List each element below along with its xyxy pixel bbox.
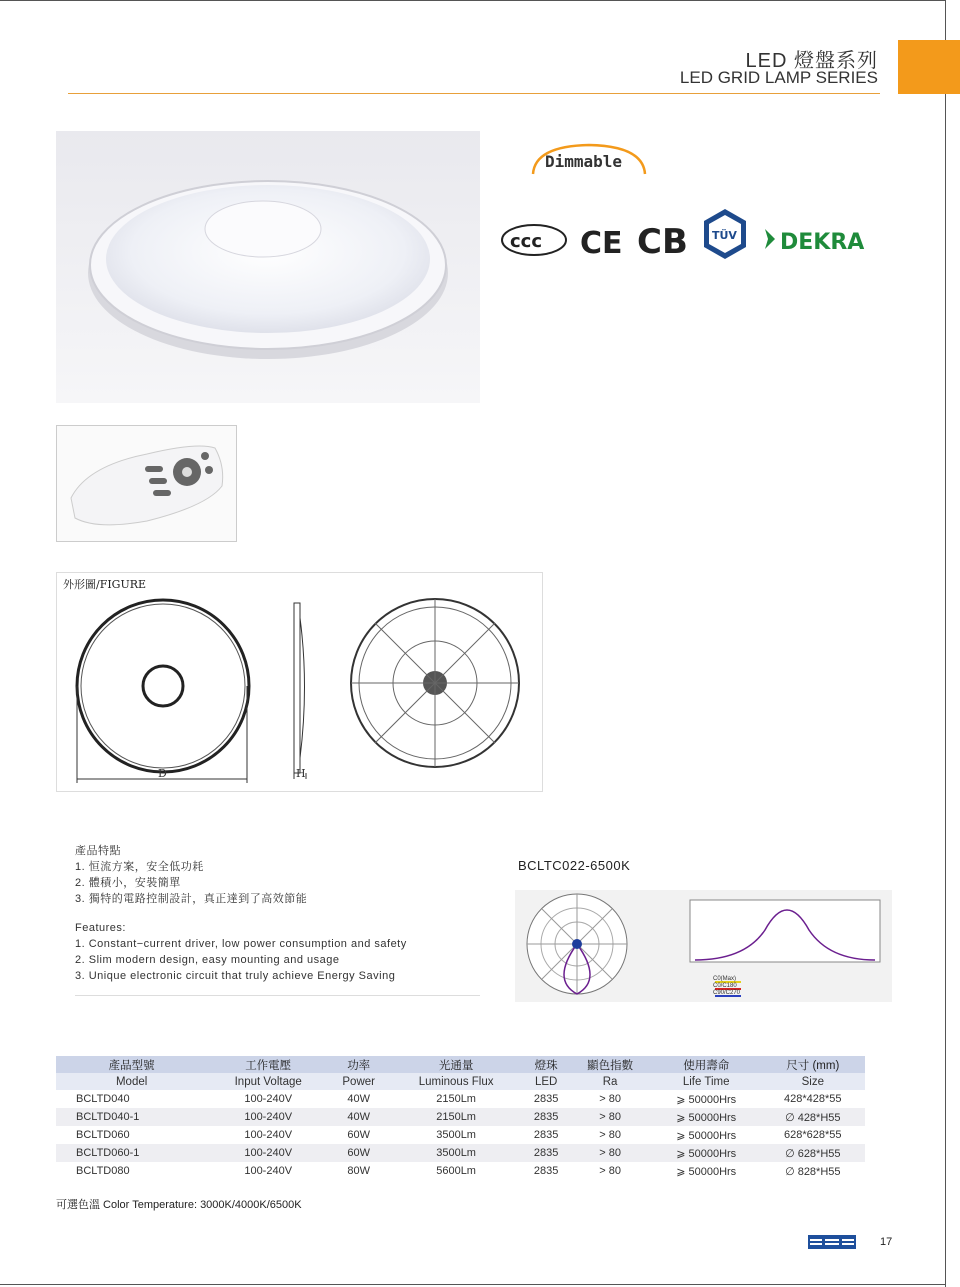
header-led-cn: 燈珠 [524,1056,568,1073]
page-title-en: LED GRID LAMP SERIES [679,68,878,87]
svg-text:TÜV: TÜV [712,229,737,242]
cell-life: ⩾ 50000Hrs [652,1108,761,1126]
header-power-en: Power [329,1073,388,1090]
header-model-en: Model [56,1073,207,1090]
cell-flux: 2150Lm [388,1108,524,1126]
ccc-mark-icon [502,225,566,255]
header-ra-cn: 顯色指數 [568,1056,651,1073]
svg-text:CE: CE [580,226,623,261]
remote-photo [56,425,237,542]
certification-logos [500,207,880,263]
feature-en-item: 2. Slim modern design, easy mounting and usage [75,954,340,966]
feature-cn-item: 2. 體積小，安裝簡單 [75,877,181,889]
cell-size: 428*428*55 [784,1093,842,1105]
header-life-en: Life Time [652,1073,761,1090]
photometric-diagram [515,890,892,1002]
cell-voltage: 100-240V [207,1144,329,1162]
features-divider [75,995,480,996]
legend-c0-max: C0(Max) [713,976,737,982]
header-voltage-cn: 工作電壓 [207,1056,329,1073]
cell-led: 2835 [533,1165,559,1177]
color-temperature-note: 可選色溫 Color Temperature: 3000K/4000K/6500K [56,1199,302,1211]
cell-life: ⩾ 50000Hrs [676,1129,737,1142]
cell-power: 40W [347,1093,370,1105]
cell-model: BCLTD040 [76,1093,130,1105]
feature-en-item: 3. Unique electronic circuit that truly achieve Energy Saving [75,970,396,982]
product-photo [56,131,480,403]
feature-cn-item: 1. 恒流方案，安全低功耗 [75,861,204,873]
features-en-title: Features: [75,922,126,934]
header-size-en: Size [761,1073,865,1090]
cell-ra: > 80 [568,1144,651,1162]
header-led-en: LED [524,1073,568,1090]
cell-power: 80W [347,1165,370,1177]
cell-life: ⩾ 50000Hrs [652,1144,761,1162]
svg-text:ccc: ccc [510,231,543,252]
cell-ra: > 80 [599,1129,621,1141]
feature-en-item: 1. Constant−current driver, low power consumption and safety [75,938,407,950]
header-size-cn: 尺寸 (mm) [761,1056,865,1073]
remote-control-image [57,426,236,541]
cell-ra: > 80 [599,1165,621,1177]
figure-panel [56,572,543,792]
header-flux-en: Luminous Flux [388,1073,524,1090]
header-divider [68,93,880,94]
legend-c90-c270: C90/C270 [713,990,741,996]
table-header-en [56,1073,865,1090]
cell-flux: 5600Lm [436,1165,476,1177]
svg-text:DEKRA: DEKRA [780,230,865,255]
cell-size: ∅ 628*H55 [761,1144,865,1162]
cell-power: 60W [329,1144,388,1162]
table-header-cn [56,1056,865,1073]
dimension-h-label: H [296,767,306,780]
dimmable-badge: Dimmable [545,152,623,171]
cell-size: ∅ 428*H55 [761,1108,865,1126]
ceiling-lamp-image [56,131,480,403]
cell-life: ⩾ 50000Hrs [676,1093,737,1106]
features-cn-title: 產品特點 [75,845,121,857]
cell-model: BCLTD060-1 [56,1144,207,1162]
header-flux-cn: 光通量 [388,1056,524,1073]
cell-model: BCLTD040-1 [56,1108,207,1126]
section-tab [898,40,960,94]
header-model-cn: 產品型號 [56,1056,207,1073]
cell-voltage: 100-240V [244,1165,293,1177]
cell-size: 628*628*55 [784,1129,842,1141]
cell-model: BCLTD060 [76,1129,130,1141]
cell-led: 2835 [524,1144,568,1162]
dimension-d-label: D [158,767,167,780]
header-life-cn: 使用壽命 [652,1056,761,1073]
cell-flux: 2150Lm [436,1093,476,1105]
table-row [56,1108,865,1126]
cell-led: 2835 [533,1093,559,1105]
header-ra-en: Ra [568,1073,651,1090]
table-row [56,1162,865,1180]
cell-voltage: 100-240V [207,1108,329,1126]
cell-led: 2835 [524,1108,568,1126]
brand-logo [808,1235,856,1249]
cell-size: ∅ 828*H55 [785,1165,841,1178]
page-title-cn: LED 燈盤系列 [745,50,878,72]
feature-cn-item: 3. 獨特的電路控制設計，真正達到了高效節能 [75,893,308,905]
svg-text:CB: CB [637,222,688,262]
cell-led: 2835 [533,1129,559,1141]
cell-flux: 3500Lm [388,1144,524,1162]
figure-label: 外形圖/FIGURE [63,578,147,591]
cell-flux: 3500Lm [436,1129,476,1141]
table-row [56,1144,865,1162]
page-frame-right [945,0,946,1287]
cell-voltage: 100-240V [244,1129,293,1141]
photometric-model-label: BCLTC022-6500K [518,858,631,873]
light-distribution-chart [515,890,892,1002]
spec-table [56,1056,865,1180]
cell-model: BCLTD080 [76,1165,130,1177]
page-frame-top [0,0,946,1]
table-row [56,1126,865,1144]
legend-c0-c180: C0/C180 [713,983,737,989]
table-row [56,1090,865,1108]
dekra-mark-icon [765,229,864,255]
header-power-cn: 功率 [329,1056,388,1073]
cell-power: 40W [329,1108,388,1126]
cell-power: 60W [347,1129,370,1141]
cell-ra: > 80 [568,1108,651,1126]
dimension-drawing [57,573,542,791]
cell-life: ⩾ 50000Hrs [676,1165,737,1178]
cell-voltage: 100-240V [244,1093,293,1105]
cell-ra: > 80 [599,1093,621,1105]
page-number: 17 [880,1236,893,1248]
cb-mark-icon [637,222,688,262]
page-frame-bottom [0,1284,946,1285]
header-voltage-en: Input Voltage [207,1073,329,1090]
tuv-mark-icon [704,209,746,259]
ce-mark-icon [580,226,623,261]
